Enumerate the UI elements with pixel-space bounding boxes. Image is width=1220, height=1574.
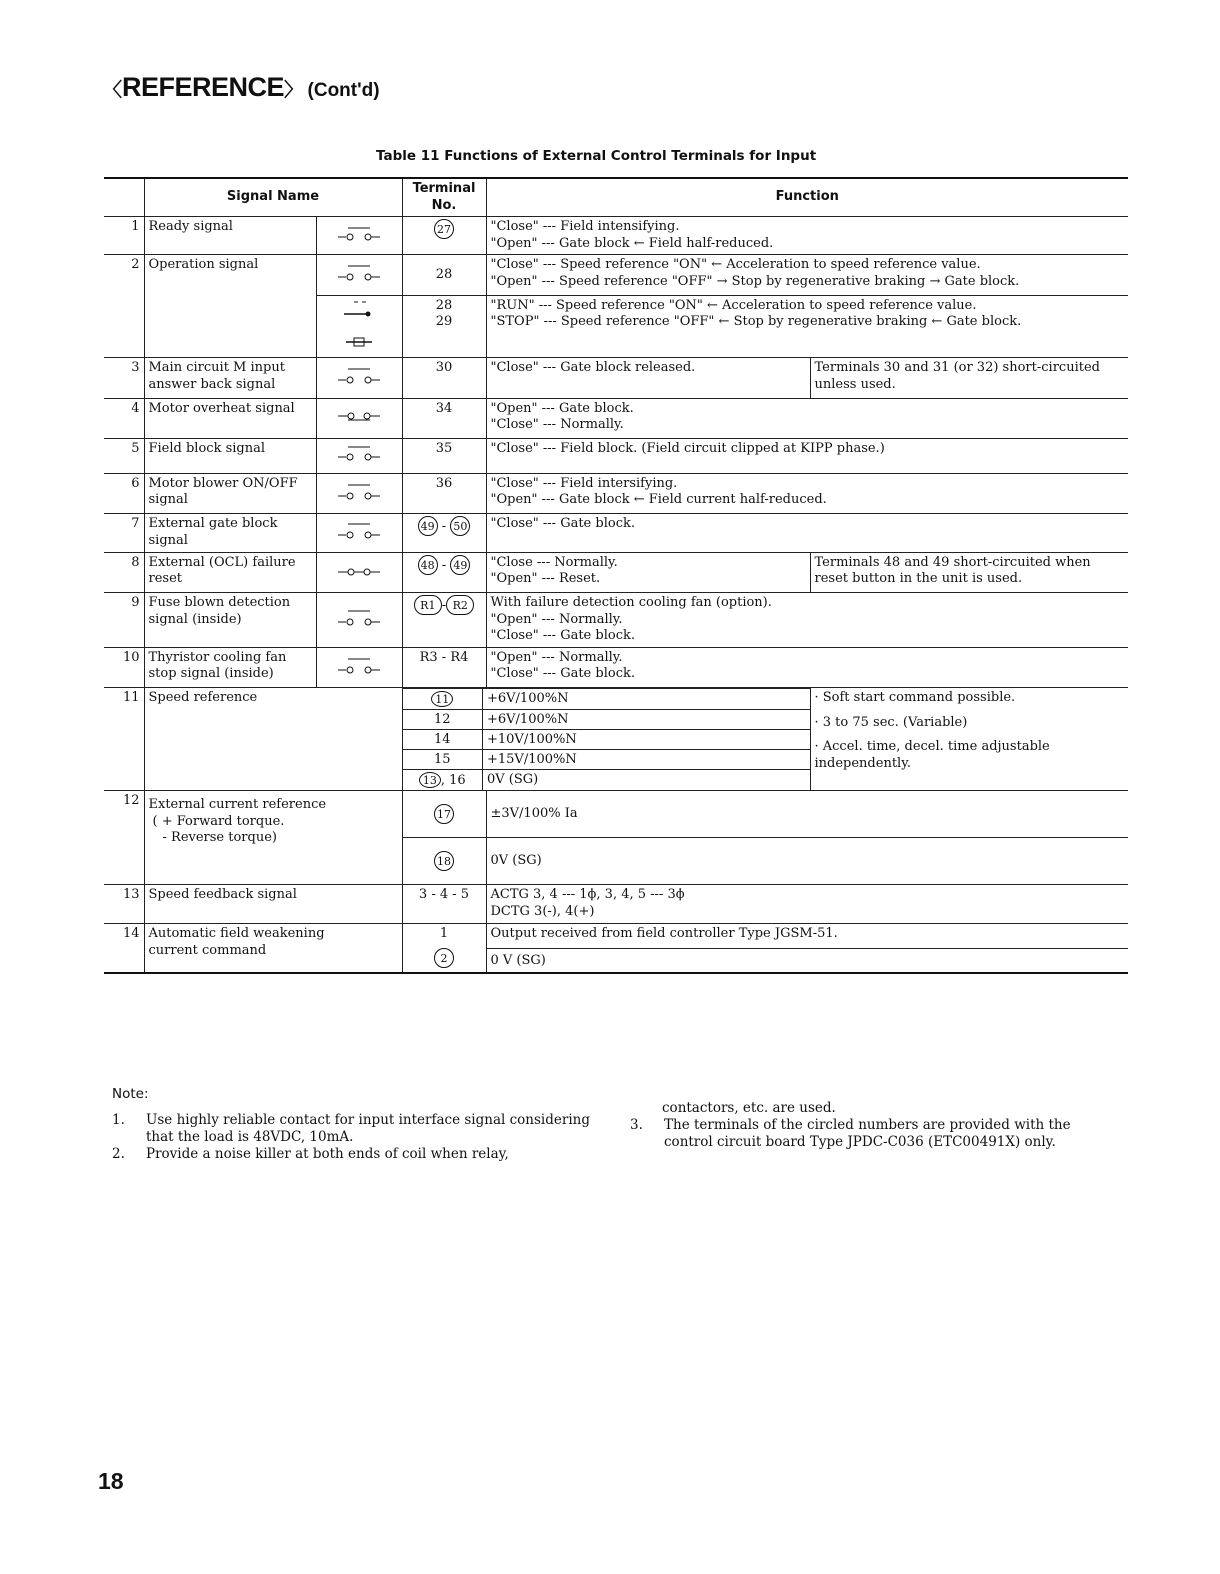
function-text: ACTG 3, 4 --- 1ϕ, 3, 4, 5 --- 3ϕ DCTG 3(-), 4(+) bbox=[486, 885, 1128, 924]
note-continuation: contactors, etc. are used. bbox=[662, 1100, 836, 1116]
notes-title: Note: bbox=[112, 1086, 149, 1102]
reference-value: +6V/100%N bbox=[483, 689, 810, 710]
row-number: 6 bbox=[104, 473, 144, 514]
signal-name: Speed reference bbox=[144, 688, 402, 791]
notes-section bbox=[112, 1086, 1112, 1162]
function-text: ±3V/100% Ia bbox=[486, 791, 1128, 838]
contact-open-symbol bbox=[316, 473, 402, 514]
row-number: 3 bbox=[104, 358, 144, 399]
table-row bbox=[104, 791, 1128, 838]
function-text: "Close --- Normally. "Open" --- Reset. bbox=[486, 552, 810, 593]
terminal-number: 34 bbox=[402, 398, 486, 439]
circled-terminal: R2 bbox=[446, 595, 474, 615]
table-row bbox=[104, 217, 1128, 255]
signal-name: Main circuit M input answer back signal bbox=[144, 358, 316, 399]
function-text: "Open" --- Gate block. "Close" --- Normally. bbox=[486, 398, 1128, 439]
function-text: 0 V (SG) bbox=[490, 953, 546, 968]
reference-value: 0V (SG) bbox=[483, 770, 810, 791]
function-text: "Close" --- Gate block. bbox=[486, 514, 1128, 553]
contact-open-symbol bbox=[316, 439, 402, 474]
heading-left-bracket: 〈 bbox=[103, 80, 123, 101]
signal-name: External gate block signal bbox=[144, 514, 316, 553]
signal-name: Motor blower ON/OFF signal bbox=[144, 473, 316, 514]
table-caption: Table 11 Functions of External Control Terminals for Input bbox=[376, 148, 817, 164]
signal-name: External current reference ( + Forward torque. - Reverse torque) bbox=[144, 791, 402, 885]
circled-terminal: 48 bbox=[418, 555, 438, 575]
function-text: "Close" --- Gate block released. bbox=[486, 358, 810, 399]
terminal-number: 29 bbox=[435, 314, 453, 329]
contact-open-symbol bbox=[316, 255, 402, 296]
function-text: "Open" --- Normally. "Close" --- Gate block. bbox=[486, 647, 1128, 688]
function-note: Terminals 30 and 31 (or 32) short-circuited unless used. bbox=[810, 358, 1128, 399]
terminal-number: R3 - R4 bbox=[402, 647, 486, 688]
row-number: 10 bbox=[104, 647, 144, 688]
row-number: 12 bbox=[104, 791, 144, 885]
table-row bbox=[104, 255, 1128, 296]
table-header bbox=[104, 178, 1128, 217]
heading-right-bracket: 〉 bbox=[284, 80, 304, 101]
terminal-number: 1 bbox=[439, 926, 449, 941]
signal-name: Fuse blown detection signal (inside) bbox=[144, 593, 316, 648]
circled-terminal: 49 bbox=[450, 555, 470, 575]
contact-open-symbol bbox=[316, 647, 402, 688]
function-text: "RUN" --- Speed reference "ON" ← Acceleration to speed reference value. "STOP" --- Speed reference "OFF" ← Stop by regenerative braking ← Gate block. bbox=[486, 295, 1128, 358]
circled-terminal: 18 bbox=[434, 851, 454, 871]
heading-suffix: (Cont'd) bbox=[307, 80, 380, 101]
table-row: 9 Fuse blown detection signal (inside) R1 - R2 With failure detection cooling fan (option). "Open" --- Normally. "Close" --- Gate block. bbox=[104, 593, 1128, 648]
row-number: 1 bbox=[104, 217, 144, 255]
function-text: With failure detection cooling fan (option). "Open" --- Normally. "Close" --- Gate block. bbox=[486, 593, 1128, 648]
subtable-row bbox=[403, 689, 810, 710]
table-row bbox=[104, 398, 1128, 439]
row-number: 4 bbox=[104, 398, 144, 439]
subtable-row bbox=[403, 710, 810, 730]
signal-name: Thyristor cooling fan stop signal (inside) bbox=[144, 647, 316, 688]
circled-terminal: 17 bbox=[434, 804, 454, 824]
circled-terminal: 13 bbox=[419, 772, 441, 788]
contact-closed-symbol bbox=[316, 398, 402, 439]
table-row bbox=[104, 439, 1128, 474]
circled-terminal: 11 bbox=[431, 691, 453, 707]
table-row bbox=[104, 647, 1128, 688]
note-item: 1. Use highly reliable contact for input interface signal considering that the load is 48VDC, 10mA. bbox=[112, 1112, 590, 1145]
signal-name: External (OCL) failure reset bbox=[144, 552, 316, 593]
terminal-number: 35 bbox=[402, 439, 486, 474]
subtable-row bbox=[403, 770, 810, 791]
terminal-number: 12 bbox=[403, 710, 483, 730]
row-number: 11 bbox=[104, 688, 144, 791]
row-number: 7 bbox=[104, 514, 144, 553]
row-number: 14 bbox=[104, 924, 144, 973]
row-number: 2 bbox=[104, 255, 144, 358]
function-text: Output received from field controller Type JGSM-51. bbox=[487, 926, 1129, 949]
table-row bbox=[104, 473, 1128, 514]
contact-open-symbol bbox=[316, 358, 402, 399]
table-row bbox=[104, 885, 1128, 924]
heading-title: REFERENCE bbox=[122, 72, 285, 102]
header-terminal-no: Terminal No. bbox=[402, 178, 486, 217]
subtable-row bbox=[403, 730, 810, 750]
row-number: 13 bbox=[104, 885, 144, 924]
terminal-number: , 16 bbox=[440, 773, 466, 788]
table-row bbox=[104, 688, 1128, 791]
header-function: Function bbox=[486, 178, 1128, 217]
row-number: 8 bbox=[104, 552, 144, 593]
terminal-number: 3 - 4 - 5 bbox=[402, 885, 486, 924]
table-row bbox=[104, 358, 1128, 399]
signal-name: Motor overheat signal bbox=[144, 398, 316, 439]
note-item: 2. Provide a noise killer at both ends of coil when relay, bbox=[112, 1146, 509, 1162]
terminal-number: 30 bbox=[402, 358, 486, 399]
pushbutton-symbol bbox=[316, 552, 402, 593]
reference-value: +10V/100%N bbox=[483, 730, 810, 750]
table-row: 7 External gate block signal 49 - 50 "Close" --- Gate block. bbox=[104, 514, 1128, 553]
function-note: Terminals 48 and 49 short-circuited when reset button in the unit is used. bbox=[810, 552, 1128, 593]
function-note: · Soft start command possible. · 3 to 75 sec. (Variable) · Accel. time, decel. time adjustable independently. bbox=[810, 688, 1128, 791]
circled-terminal: R1 bbox=[414, 595, 442, 615]
terminal-table bbox=[104, 177, 1128, 974]
terminal-number: 15 bbox=[403, 750, 483, 770]
signal-name: Field block signal bbox=[144, 439, 316, 474]
function-text: "Close" --- Field intersifying. "Open" --- Gate block ← Field current half-reduced. bbox=[486, 473, 1128, 514]
speed-reference-subtable bbox=[403, 688, 810, 790]
function-text: 0V (SG) bbox=[486, 838, 1128, 885]
table-row: 8 External (OCL) failure reset 48 - 49 "Close --- Normally. "Open" --- Reset. Terminals 48 and 49 short-circuited when reset button in the unit is used. bbox=[104, 552, 1128, 593]
signal-name: Automatic field weakening current command bbox=[144, 924, 402, 973]
function-text: "Close" --- Speed reference "ON" ← Acceleration to speed reference value. "Open" --- Speed reference "OFF" → Stop by regenerative braking → Gate block. bbox=[486, 255, 1128, 296]
row-number: 5 bbox=[104, 439, 144, 474]
function-text: "Close" --- Field intensifying. "Open" --- Gate block ← Field half-reduced. bbox=[486, 217, 1128, 255]
contact-open-symbol bbox=[316, 217, 402, 255]
run-stop-switch-symbol bbox=[316, 295, 402, 358]
header-signal-name: Signal Name bbox=[144, 178, 402, 217]
circled-terminal: 27 bbox=[434, 219, 454, 239]
note-item: 3. The terminals of the circled numbers are provided with the control circuit board Type JPDC-C036 (ETC00491X) only. bbox=[630, 1117, 1071, 1150]
function-text: "Close" --- Field block. (Field circuit clipped at KIPP phase.) bbox=[486, 439, 1128, 474]
circled-terminal: 50 bbox=[450, 516, 470, 536]
circled-terminal: 2 bbox=[434, 948, 454, 968]
signal-name: Speed feedback signal bbox=[144, 885, 402, 924]
terminal-number: 28 bbox=[435, 297, 453, 313]
signal-name: Ready signal bbox=[144, 217, 316, 255]
contact-open-symbol bbox=[316, 593, 402, 648]
reference-value: +6V/100%N bbox=[483, 710, 810, 730]
signal-name: Operation signal bbox=[144, 255, 316, 358]
contact-open-symbol bbox=[316, 514, 402, 553]
reference-value: +15V/100%N bbox=[483, 750, 810, 770]
page-heading bbox=[103, 72, 380, 103]
terminal-number: 14 bbox=[403, 730, 483, 750]
terminal-number: 36 bbox=[402, 473, 486, 514]
circled-terminal: 49 bbox=[418, 516, 438, 536]
terminal-number: 28 bbox=[402, 255, 486, 296]
page-number: 18 bbox=[98, 1468, 124, 1494]
row-number: 9 bbox=[104, 593, 144, 648]
table-row bbox=[104, 924, 1128, 973]
subtable-row bbox=[403, 750, 810, 770]
